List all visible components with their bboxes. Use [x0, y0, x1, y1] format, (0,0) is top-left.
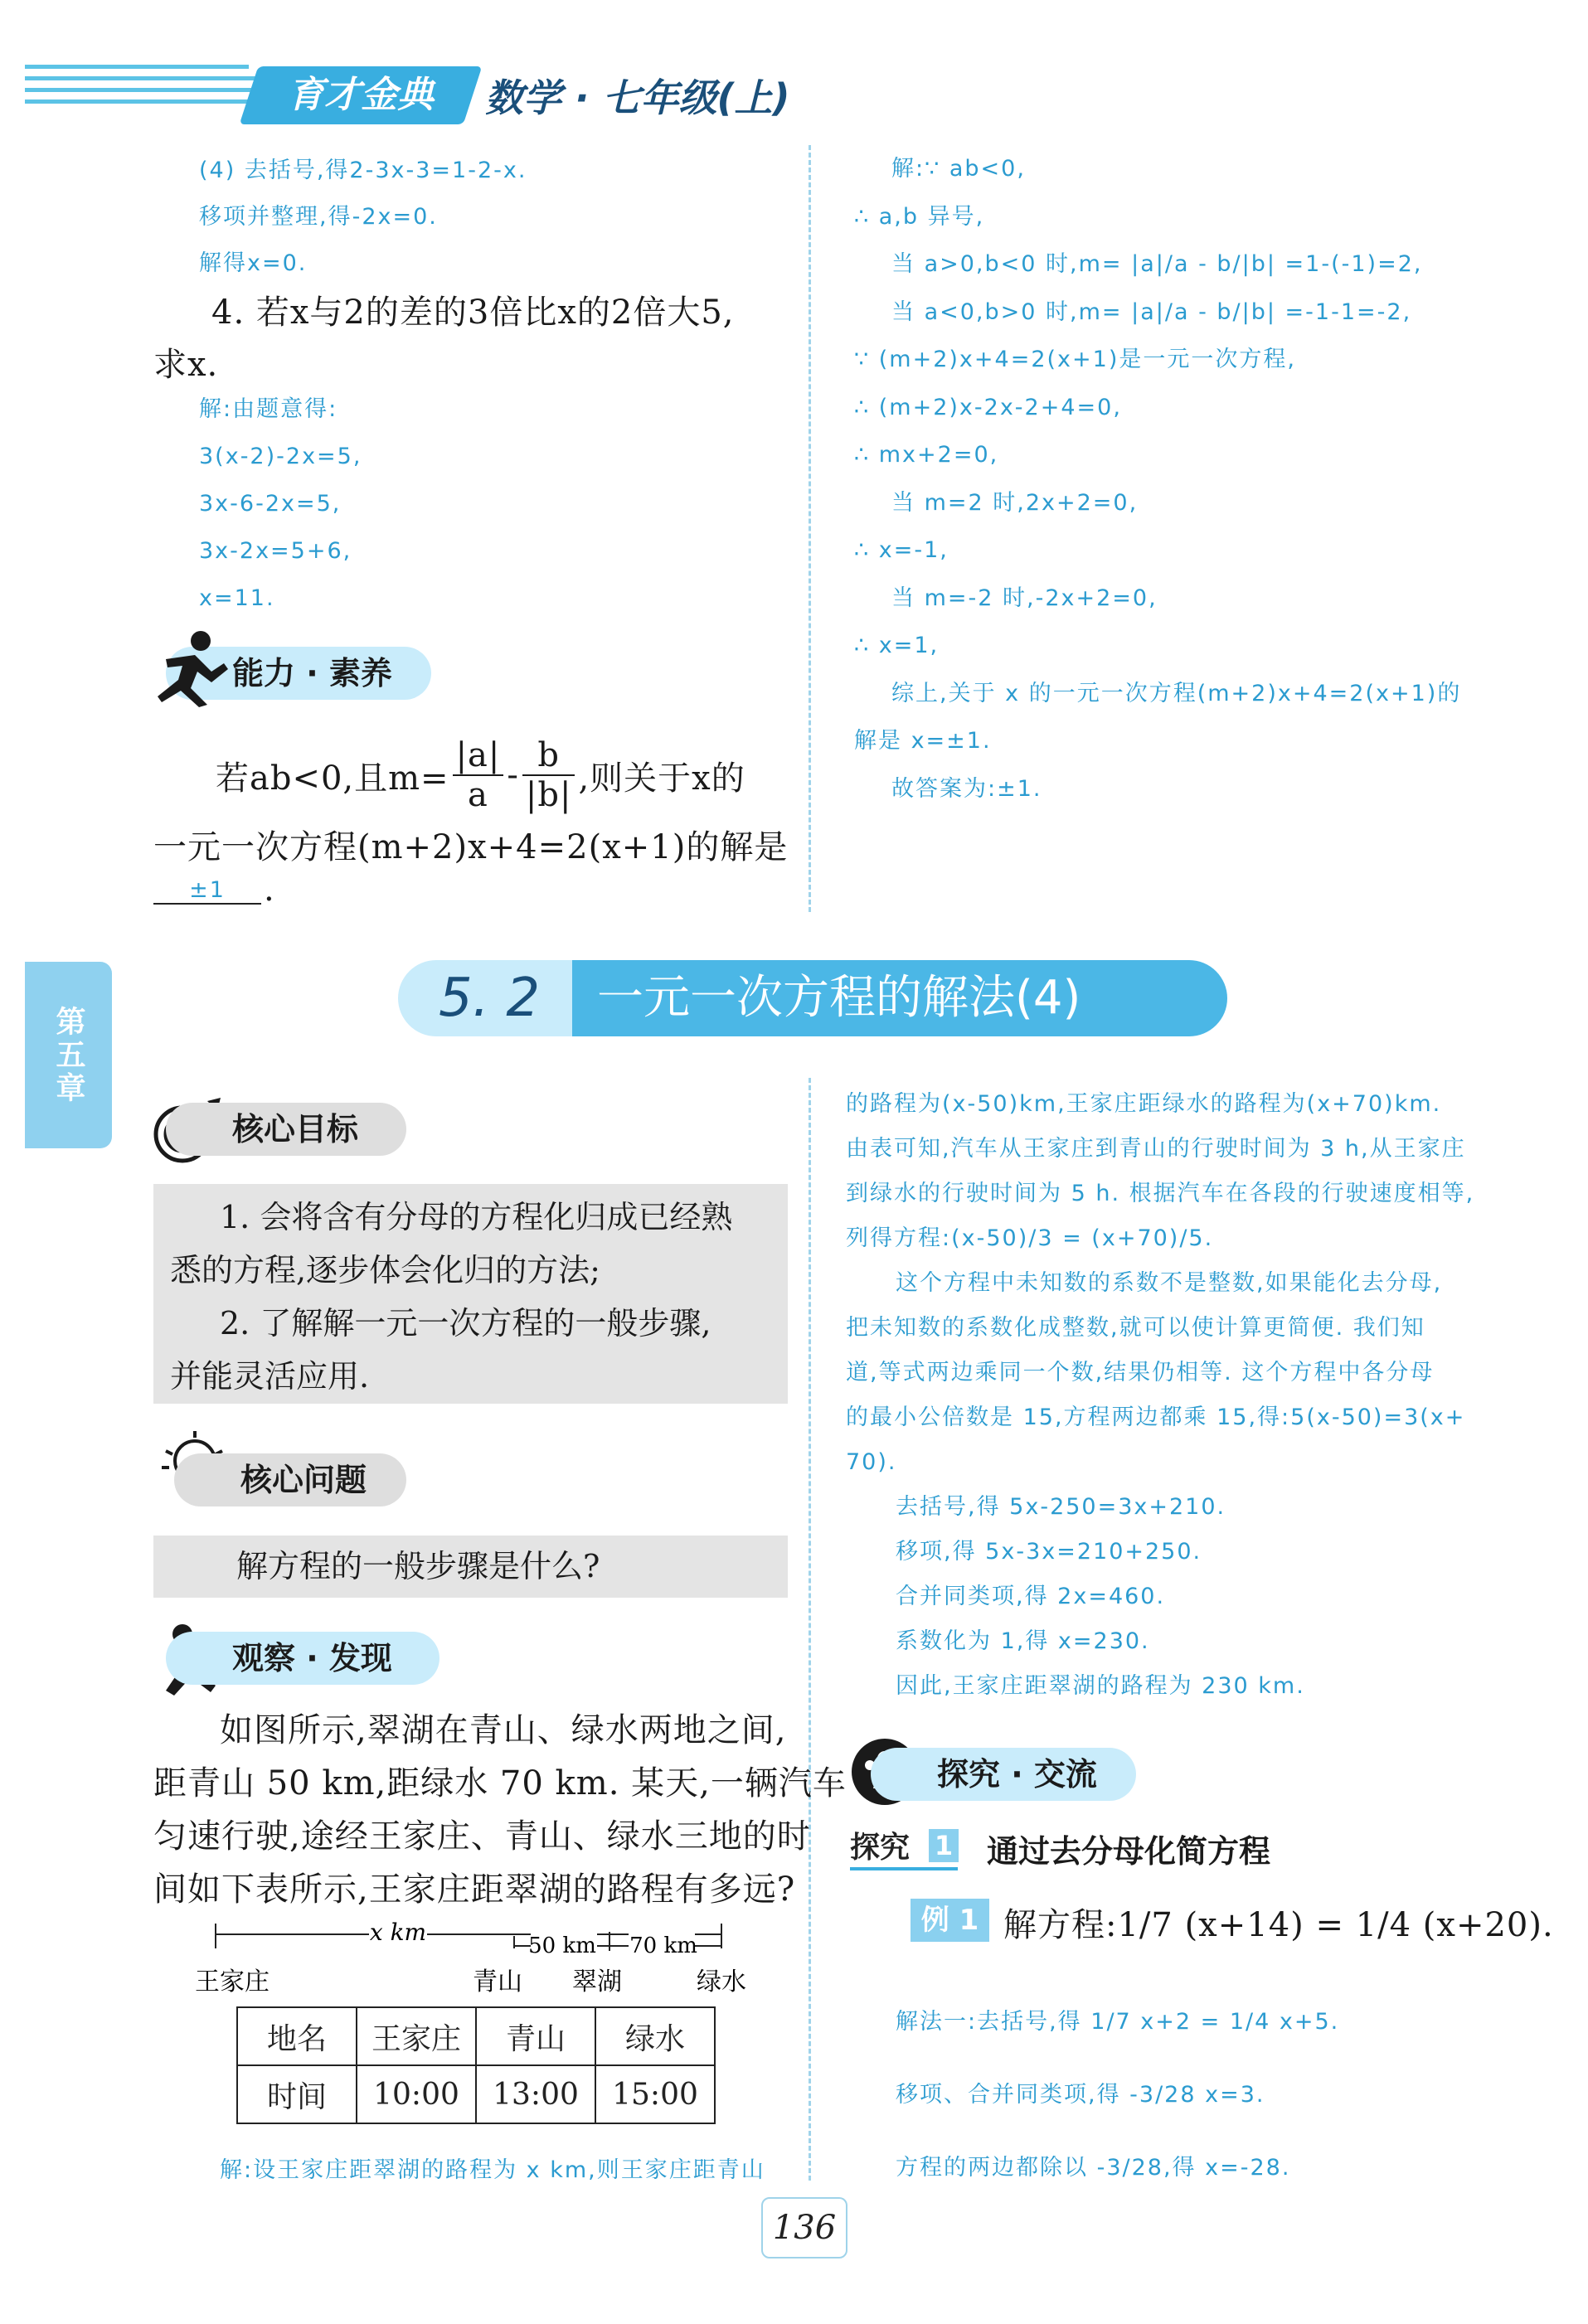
- text-line: 当 m=-2 时,-2x+2=0,: [891, 585, 1158, 611]
- text-line: 3x-6-2x=5,: [199, 491, 342, 517]
- ability-heading: 能力 · 素养: [166, 647, 431, 700]
- text-line: 解:∵ ab<0,: [891, 156, 1026, 182]
- text-line: 并能灵活应用.: [170, 1358, 370, 1395]
- answer-text: ±1: [189, 877, 226, 903]
- text-line: 的最小公倍数是 15,方程两边都乘 15,得:5(x-50)=3(x+: [846, 1405, 1466, 1430]
- text-line: ∵ (m+2)x+4=2(x+1)是一元一次方程,: [854, 347, 1296, 372]
- table-cell: 时间: [237, 2065, 357, 2123]
- 70km-label: 70 km: [629, 1933, 697, 1958]
- text-line: ∴ x=-1,: [854, 537, 949, 563]
- example-text: 解方程:: [1003, 1906, 1118, 1944]
- text-line: 距青山 50 km,距绿水 70 km. 某天,一辆汽车: [153, 1764, 847, 1802]
- q4-solution: [199, 386, 362, 622]
- explore-subtitle: 通过去分母化简方程: [987, 1833, 1271, 1870]
- text-line: 由表可知,汽车从王家庄到青山的行驶时间为 3 h,从王家庄: [846, 1136, 1466, 1162]
- text-line: 解得x=0.: [199, 250, 308, 276]
- text-line: ∴ (m+2)x-2x-2+4=0,: [854, 394, 1122, 420]
- table-cell: 地名: [237, 2007, 357, 2065]
- text-line: 解法一:去括号,得 1/7 x+2 = 1/4 x+5.: [896, 2009, 1340, 2035]
- explore-tag-text: 探究: [850, 1831, 911, 1865]
- table-cell: 王家庄: [357, 2007, 476, 2065]
- text-line: 悉的方程,逐步体会化归的方法;: [170, 1252, 600, 1288]
- text-line: 道,等式两边乘同一个数,结果仍相等. 这个方程中各分母: [846, 1360, 1435, 1385]
- text-line: 间如下表所示,王家庄距翠湖的路程有多远?: [153, 1870, 796, 1909]
- example-equation: 1/7 (x+14) = 1/4 (x+20).: [1117, 1906, 1554, 1944]
- x-km-label: x km: [369, 1919, 427, 1946]
- runner-icon: [149, 626, 232, 709]
- text-line: 移项并整理,得-2x=0.: [199, 204, 438, 230]
- section-number: 5. 2: [398, 960, 580, 1036]
- ability-problem-line1: [216, 736, 745, 814]
- text-line: 系数化为 1,得 x=230.: [896, 1628, 1150, 1654]
- example-solution: [896, 1986, 1339, 2205]
- text-line: 1. 会将含有分母的方程化归成已经熟: [220, 1199, 733, 1235]
- place-qingshan: 青山: [473, 1967, 522, 1997]
- table-row: [237, 2065, 715, 2123]
- example-tag: 例 1: [911, 1899, 989, 1942]
- place-wangjiazhuang: 王家庄: [195, 1967, 270, 1997]
- right-mid-solution: [846, 1082, 1474, 1709]
- text-line: 当 m=2 时,2x+2=0,: [891, 489, 1139, 516]
- numerator: b: [522, 736, 575, 776]
- text-line: 故答案为:±1.: [891, 775, 1042, 802]
- text-line: 方程的两边都除以 -3/28,得 x=-28.: [896, 2155, 1291, 2181]
- text-line: 70).: [846, 1449, 897, 1475]
- denominator: |b|: [525, 776, 572, 814]
- ability-problem-line2: 一元一次方程(m+2)x+4=2(x+1)的解是: [153, 828, 789, 866]
- text-line: 2. 了解解一元一次方程的一般步骤,: [220, 1305, 711, 1342]
- observe-solution-start: 解:设王家庄距翠湖的路程为 x km,则王家庄距青山: [220, 2157, 765, 2183]
- text-line: 如图所示,翠湖在青山、绿水两地之间,: [220, 1711, 787, 1749]
- core-question-heading: 核心问题: [174, 1453, 406, 1506]
- chapter-side-tab: 第五章: [25, 962, 112, 1148]
- text-line: (4) 去括号,得2-3x-3=1-2-x.: [199, 158, 527, 183]
- text-line: 把未知数的系数化成整数,就可以使计算更简便. 我们知: [846, 1315, 1425, 1341]
- explore-heading: 探究 · 交流: [871, 1748, 1136, 1801]
- sol4-block: [199, 148, 527, 287]
- answer-blank: [153, 877, 261, 905]
- core-goals-box: [153, 1184, 788, 1404]
- example-problem: [1003, 1899, 1554, 1946]
- fraction-b-absb: [522, 736, 575, 814]
- table-row: [237, 2007, 715, 2065]
- table-cell: 绿水: [595, 2007, 715, 2065]
- page-number: 136: [761, 2197, 847, 2259]
- column-divider-top: [809, 145, 811, 912]
- text-line: 的路程为(x-50)km,王家庄距绿水的路程为(x+70)km.: [846, 1091, 1442, 1117]
- text-line: 列得方程:(x-50)/3 = (x+70)/5.: [846, 1225, 1214, 1251]
- header-brand: 育才金典: [240, 66, 483, 124]
- 50km-label: 50 km: [528, 1933, 596, 1958]
- text-line: 这个方程中未知数的系数不是整数,如果能化去分母,: [896, 1270, 1443, 1296]
- answer-period: .: [264, 871, 275, 909]
- core-goals-heading: 核心目标: [166, 1103, 406, 1156]
- question-4-line1: 4. 若x与2的差的3倍比x的2倍大5,: [211, 294, 735, 332]
- table-cell: 10:00: [357, 2065, 476, 2123]
- text-line: 匀速行驶,途经王家庄、青山、绿水三地的时: [153, 1817, 811, 1856]
- table-cell: 青山: [476, 2007, 595, 2065]
- observe-text: [153, 1704, 847, 1916]
- text-line: 移项、合并同类项,得 -3/28 x=3.: [896, 2082, 1265, 2108]
- explore-tag-number: 1: [929, 1829, 959, 1862]
- text-line: 去括号,得 5x-250=3x+210.: [896, 1494, 1226, 1520]
- text-line: 因此,王家庄距翠湖的路程为 230 km.: [896, 1673, 1305, 1699]
- denominator: a: [468, 776, 488, 814]
- question-4-line2: 求x.: [153, 346, 219, 384]
- fraction-abs-a: [453, 736, 504, 814]
- text-line: 到绿水的行驶时间为 5 h. 根据汽车在各段的行驶速度相等,: [846, 1181, 1475, 1206]
- minus-sign: -: [507, 756, 519, 794]
- text-line: 3x-2x=5+6,: [199, 538, 352, 564]
- core-question-text: 解方程的一般步骤是什么?: [236, 1548, 600, 1584]
- core-question-box: [153, 1536, 788, 1598]
- text-line: 合并同类项,得 2x=460.: [896, 1584, 1166, 1609]
- numerator: |a|: [453, 736, 504, 776]
- place-lvshui: 绿水: [697, 1967, 746, 1997]
- section-title: 一元一次方程的解法(4): [572, 960, 1227, 1036]
- text-line: ∴ x=1,: [854, 633, 940, 658]
- time-table: [236, 2006, 716, 2124]
- right-top-solution: [854, 145, 1461, 813]
- text-line: 解:由题意得:: [199, 396, 338, 422]
- text-line: ∴ a,b 异号,: [854, 203, 985, 230]
- place-cuihu: 翠湖: [572, 1967, 622, 1997]
- text-line: ∴ mx+2=0,: [854, 442, 999, 468]
- text-line: 3(x-2)-2x=5,: [199, 444, 362, 469]
- table-cell: 15:00: [595, 2065, 715, 2123]
- text-line: 综上,关于 x 的一元一次方程(m+2)x+4=2(x+1)的: [891, 680, 1462, 706]
- text-line: x=11.: [199, 585, 275, 611]
- table-cell: 13:00: [476, 2065, 595, 2123]
- observe-heading: 观察 · 发现: [166, 1632, 439, 1685]
- text-line: 移项,得 5x-3x=210+250.: [896, 1539, 1202, 1565]
- explore-tag: [850, 1824, 958, 1870]
- distance-diagram: [174, 1911, 771, 2002]
- text-line: 当 a>0,b<0 时,m= |a|/a - b/|b| =1-(-1)=2,: [891, 251, 1423, 277]
- text-span: 若ab<0,且m=: [216, 759, 449, 798]
- column-divider-bottom: [809, 1078, 811, 2181]
- text-line: 当 a<0,b>0 时,m= |a|/a - b/|b| =-1-1=-2,: [891, 298, 1412, 325]
- text-line: 解是 x=±1.: [854, 728, 992, 754]
- header-subject: 数学 · 七年级(上): [485, 75, 790, 120]
- text-span: ,则关于x的: [578, 759, 745, 798]
